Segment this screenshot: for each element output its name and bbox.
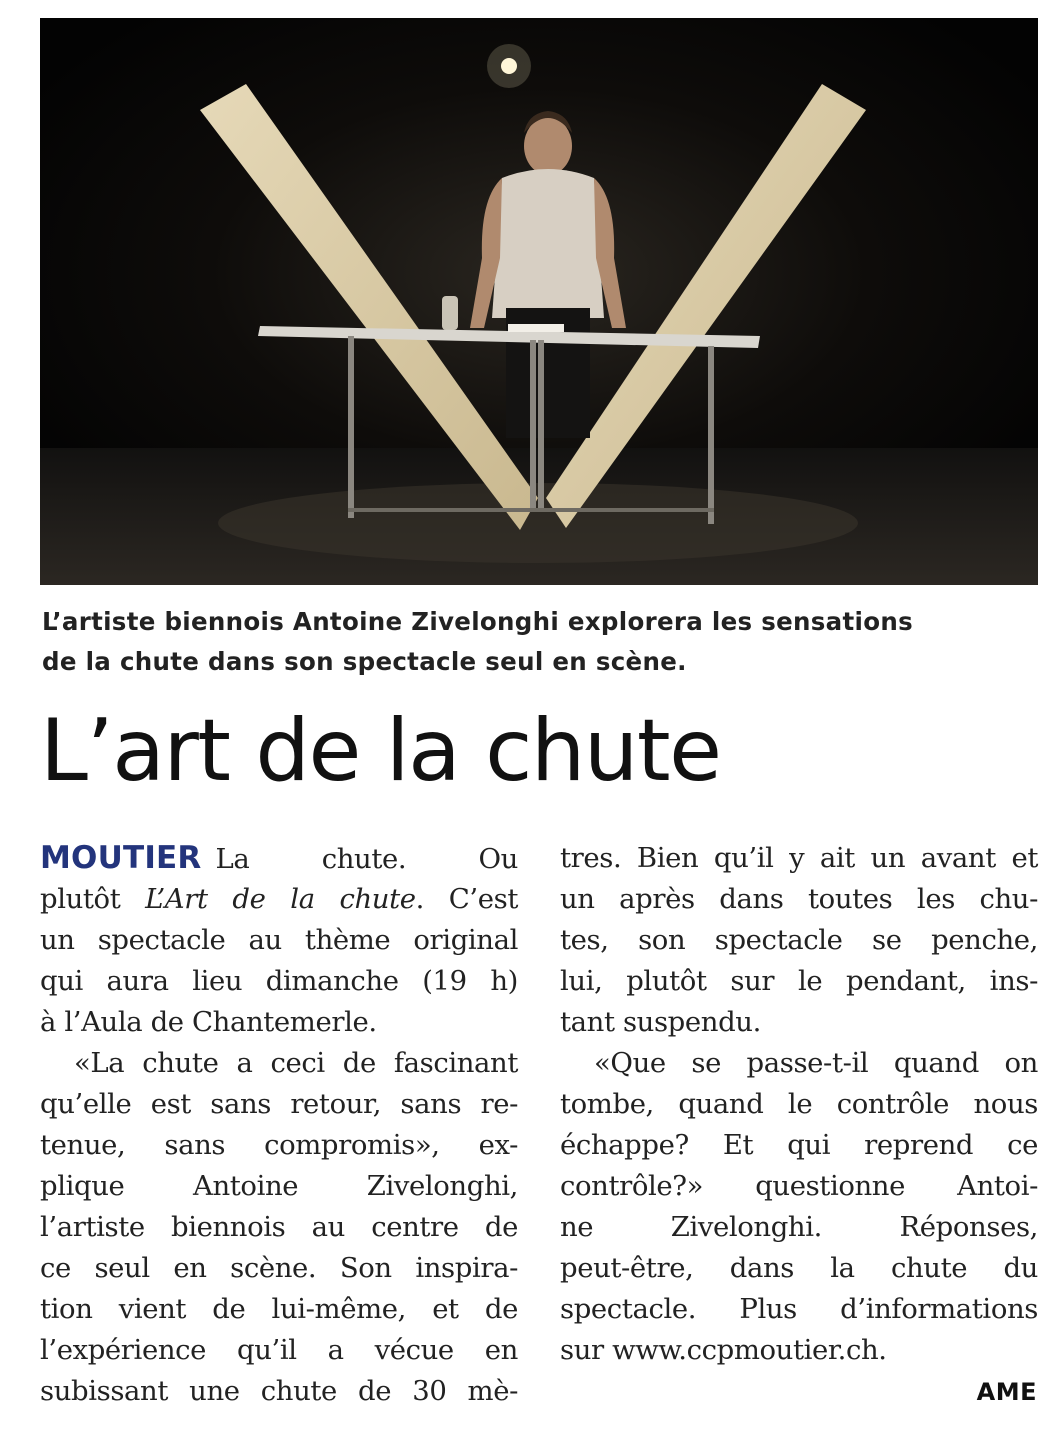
photo-caption xyxy=(42,602,1040,682)
paragraph-line: tant suspendu. xyxy=(560,1006,761,1038)
dateline: MOUTIER xyxy=(40,840,202,876)
paragraph-line: tombe, quand le contrôle nous xyxy=(560,1088,1038,1120)
paragraph-line: MOUTIER La chute. Ou xyxy=(40,840,518,876)
article-photo xyxy=(40,18,1038,585)
paragraph-line: plique Antoine Zivelonghi, xyxy=(40,1170,518,1202)
article-column-left xyxy=(40,838,518,1412)
caption-line-1: L’artiste biennois Antoine Zivelonghi explorera les sensations xyxy=(42,607,913,636)
stage-photo-icon xyxy=(40,18,1038,585)
paragraph-line: contrôle?» questionne Antoi- xyxy=(560,1170,1038,1202)
paragraph-line: ce seul en scène. Son inspira- xyxy=(40,1252,518,1284)
paragraph-line: subissant une chute de 30 mè- xyxy=(40,1375,518,1407)
paragraph-line: «La chute a ceci de fascinant xyxy=(74,1047,518,1079)
paragraph-line: tion vient de lui-même, et de xyxy=(40,1293,518,1325)
paragraph-line: sur www.ccpmoutier.ch. xyxy=(560,1334,887,1366)
paragraph-line: un après dans toutes les chu- xyxy=(560,883,1038,915)
show-title: L’Art de la chute xyxy=(145,883,416,915)
paragraph-line: tes, son spectacle se penche, xyxy=(560,924,1038,956)
paragraph-line: peut-être, dans la chute du xyxy=(560,1252,1038,1284)
author-initials: AME xyxy=(976,1378,1037,1406)
paragraph-line: l’expérience qu’il a vécue en xyxy=(40,1334,518,1366)
paragraph-line: spectacle. Plus d’informations xyxy=(560,1293,1038,1325)
paragraph-line: tres. Bien qu’il y ait un avant et xyxy=(560,842,1038,874)
paragraph-line: ne Zivelonghi. Réponses, xyxy=(560,1211,1038,1243)
paragraph-line: plutôt L’Art de la chute. C’est xyxy=(40,883,518,915)
paragraph-line: un spectacle au thème original xyxy=(40,924,518,956)
caption-line-2: de la chute dans son spectacle seul en scène. xyxy=(42,647,687,676)
article-headline: L’art de la chute xyxy=(40,701,721,801)
paragraph-line: l’artiste biennois au centre de xyxy=(40,1211,518,1243)
paragraph-line: tenue, sans compromis», ex- xyxy=(40,1129,518,1161)
paragraph-line: à l’Aula de Chantemerle. xyxy=(40,1006,377,1038)
paragraph-line: «Que se passe-t-il quand on xyxy=(594,1047,1038,1079)
paragraph-line: qui aura lieu dimanche (19 h) xyxy=(40,965,518,997)
article-column-right xyxy=(560,838,1038,1371)
paragraph-line: lui, plutôt sur le pendant, ins- xyxy=(560,965,1038,997)
paragraph-line: qu’elle est sans retour, sans re- xyxy=(40,1088,518,1120)
paragraph-line: échappe? Et qui reprend ce xyxy=(560,1129,1038,1161)
